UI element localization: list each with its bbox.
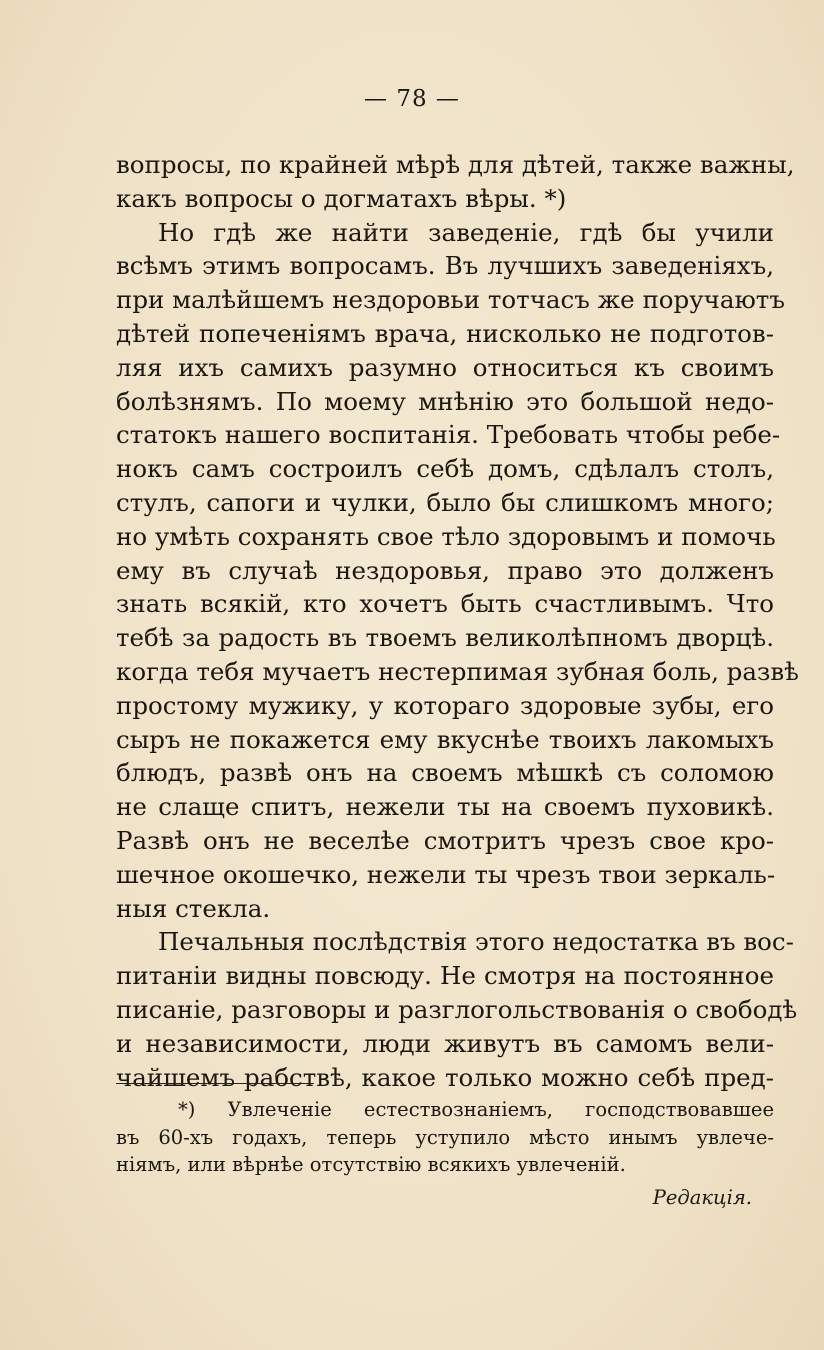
text-line: при малѣйшемъ нездоровьи тотчасъ же поручаютъ bbox=[116, 285, 785, 315]
text-line: болѣзнямъ. По моему мнѣнію это большой недо- bbox=[116, 386, 774, 416]
text-line: и независимости, люди живутъ въ самомъ вели- bbox=[116, 1028, 774, 1058]
text-line: дѣтей попеченіямъ врача, нисколько не подготов- bbox=[116, 318, 774, 348]
footnote-line: въ 60-хъ годахъ, теперь уступило мѣсто инымъ увлече- bbox=[116, 1125, 774, 1149]
footnote-rule bbox=[116, 1083, 314, 1084]
text-line: ему въ случаѣ нездоровья, право это долженъ bbox=[116, 555, 774, 585]
text-line: тебѣ за радость въ твоемъ великолѣпномъ дворцѣ. bbox=[116, 623, 774, 653]
text-line: знать всякій, кто хочетъ быть счастливымъ. Что bbox=[116, 589, 774, 619]
text-line: не слаще спитъ, нежели ты на своемъ пуховикѣ. bbox=[116, 792, 774, 822]
text-line: Но гдѣ же найти заведеніе, гдѣ бы учили bbox=[158, 217, 774, 247]
text-line: простому мужику, у котораго здоровые зубы, его bbox=[116, 690, 774, 720]
text-line: нокъ самъ состроилъ себѣ домъ, сдѣлалъ столъ, bbox=[116, 454, 774, 484]
footnote-signature: Редакція. bbox=[652, 1185, 752, 1209]
text-line: какъ вопросы о догматахъ вѣры. *) bbox=[116, 183, 567, 213]
text-line: стулъ, сапоги и чулки, было бы слишкомъ много; bbox=[116, 487, 774, 517]
text-line: когда тебя мучаетъ нестерпимая зубная боль, развѣ bbox=[116, 656, 799, 686]
text-line: ныя стекла. bbox=[116, 893, 271, 923]
footnote bbox=[116, 1096, 774, 1213]
text-line: но умѣть сохранять свое тѣло здоровымъ и помочь bbox=[116, 521, 776, 551]
text-line: писаніе, разговоры и разглогольствованія о свободѣ bbox=[116, 994, 798, 1024]
text-line: вопросы, по крайней мѣрѣ для дѣтей, также важны, bbox=[116, 150, 795, 179]
text-line: сыръ не покажется ему вкуснѣе твоихъ лакомыхъ bbox=[116, 724, 774, 754]
footnote-line: *) Увлеченіе естествознаніемъ, господствовавшее bbox=[178, 1098, 774, 1121]
page-number: — 78 — bbox=[364, 86, 460, 112]
text-line: питаніи видны повсюду. Не смотря на постоянное bbox=[116, 961, 774, 991]
text-line: блюдъ, развѣ онъ на своемъ мѣшкѣ съ соломою bbox=[116, 758, 774, 788]
text-line: чайшемъ рабствѣ, какое только можно себѣ пред- bbox=[116, 1062, 774, 1092]
text-line: статокъ нашего воспитанія. Требовать чтобы ребе- bbox=[116, 420, 781, 450]
main-text bbox=[116, 148, 799, 1094]
text-line: ляя ихъ самихъ разумно относиться къ своимъ bbox=[116, 352, 774, 382]
text-line: шечное окошечко, нежели ты чрезъ твои зеркаль- bbox=[116, 859, 776, 889]
text-line: Развѣ онъ не веселѣе смотритъ чрезъ свое кро- bbox=[116, 825, 774, 855]
footnote-line: ніямъ, или вѣрнѣе отсутствію всякихъ увлеченій. bbox=[116, 1153, 626, 1176]
text-line: всѣмъ этимъ вопросамъ. Въ лучшихъ заведеніяхъ, bbox=[116, 251, 774, 281]
text-line: Печальныя послѣдствія этого недостатка въ вос- bbox=[158, 927, 794, 957]
